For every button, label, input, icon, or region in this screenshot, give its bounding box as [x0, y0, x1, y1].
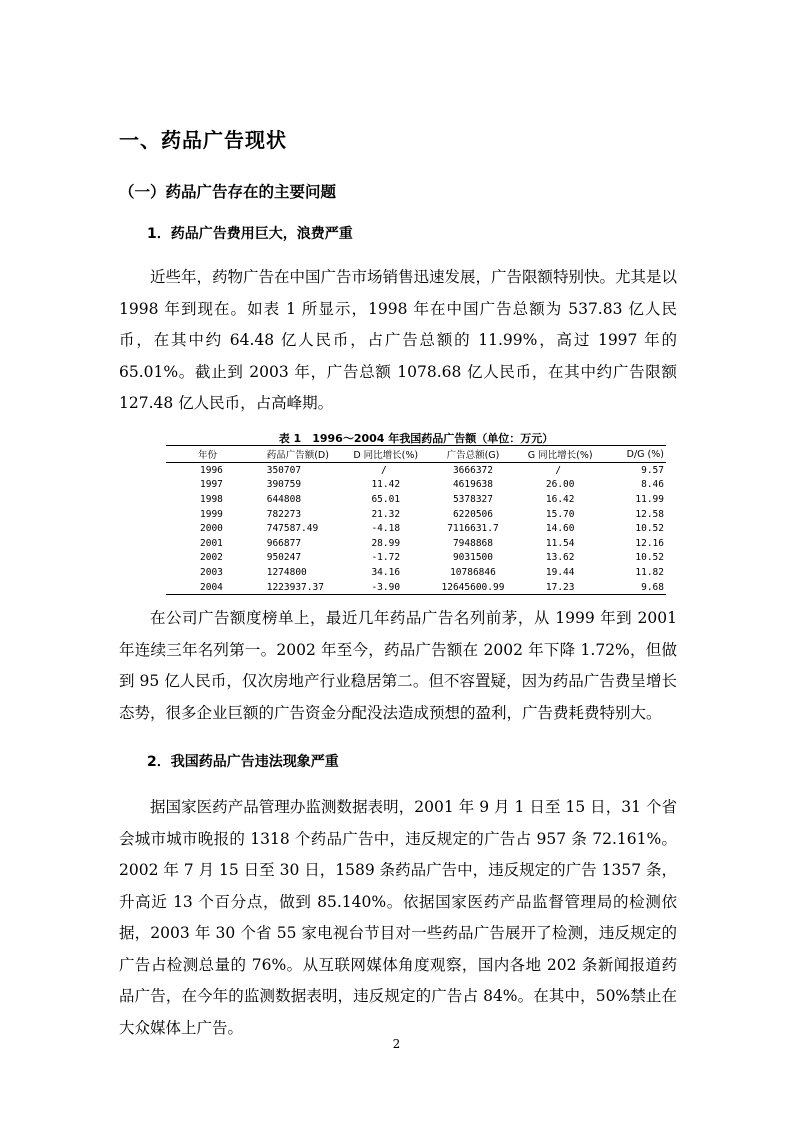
cell-total-ad: 9031500: [452, 552, 493, 564]
header-year: 年份: [166, 446, 251, 463]
cell-drug-ad: 390759: [266, 479, 302, 491]
cell-g-growth: 14.60: [545, 523, 575, 535]
cell-year: 1996: [200, 464, 223, 476]
cell-total-ad: 10786846: [450, 566, 496, 578]
drug-ad-table: [166, 445, 666, 595]
cell-d-growth: -4.18: [371, 523, 401, 535]
cell-drug-ad: 747587.49: [266, 523, 319, 535]
cell-total-ad: 12645600.99: [431, 580, 516, 595]
cell-d-g-ratio: 12.16: [635, 537, 664, 549]
cell-g-growth: 15.70: [545, 508, 575, 520]
heading-illegal-ads: 2．我国药品广告违法现象严重: [147, 754, 339, 770]
cell-d-growth: -1.72: [371, 552, 401, 564]
table-row: [166, 492, 666, 507]
cell-total-ad: 4619638: [452, 479, 493, 491]
table-caption: 表 1 1996～2004 年我国药品广告额（单位：万元）: [278, 432, 554, 445]
cell-year: 2003: [200, 566, 223, 578]
cell-total-ad: 7116631.7: [447, 523, 499, 535]
cell-total-ad: 3666372: [452, 464, 493, 476]
cell-drug-ad: 350707: [266, 464, 302, 476]
paragraph-ad-growth: 近些年，药物广告在中国广告市场销售迅速发展，广告限额特别快。尤其是以 1998 年到现在。如表 1 所显示，1998 年在中国广告总额为 537.83 亿人民币，在其中约 64.48 亿人民币，占广告总额的 11.99%，高过 1997 年的 65.01%。截止到 2003 年，广告总额 1078.68 亿人民币，在其中约广告限额 127.48 亿人民币，占高峰期。: [119, 268, 678, 412]
cell-total-ad: 5378327: [452, 493, 493, 505]
table-row: [166, 521, 666, 536]
cell-year: 2004: [166, 580, 251, 595]
cell-d-growth: 11.42: [371, 479, 401, 491]
header-g-growth: G 同比增长(%): [515, 446, 605, 463]
cell-drug-ad: 966877: [266, 537, 302, 549]
cell-d-g-ratio: 9.68: [605, 580, 666, 595]
cell-g-growth: 11.54: [545, 537, 575, 549]
cell-d-g-ratio: 11.99: [635, 493, 664, 505]
cell-total-ad: 6220506: [452, 508, 493, 520]
header-drug-ad: 药品广告额(D): [251, 446, 341, 463]
cell-d-g-ratio: 11.82: [635, 566, 664, 578]
table-row: [166, 580, 666, 595]
table-row: [166, 507, 666, 522]
cell-drug-ad: 644808: [266, 493, 302, 505]
cell-d-growth: 28.99: [371, 537, 401, 549]
cell-d-growth: -3.90: [341, 580, 431, 595]
cell-g-growth: 13.62: [545, 552, 575, 564]
table-row: [166, 536, 666, 551]
cell-d-g-ratio: 10.52: [635, 523, 664, 535]
paragraph-monitoring-data: 据国家医药产品管理办监测数据表明，2001 年 9 月 1 日至 15 日，31 个省会城市城市晚报的 1318 个药品广告中，违反规定的广告占 957 条 72.161%。2002 年 7 月 15 日至 30 日，1589 条药品广告中，违反规定的广告 1357 条，升高近 13 个百分点，做到 85.140%。依据国家医药产品监督管理局的检测依据，2003 年 30 个省 55 家电视台节目对一些药品广告展开了检测，违反规定的广告占检测总量的 76%。从互联网媒体角度观察，国内各地 202 条新闻报道药品广告，在今年的监测数据表明，违反规定的广告占 84%。在其中，50%禁止在大众媒体上广告。: [119, 798, 677, 1037]
section-title: 一、药品广告现状: [119, 128, 287, 152]
cell-year: 1997: [200, 479, 223, 491]
cell-drug-ad: 1223937.37: [251, 580, 341, 595]
cell-year: 1999: [200, 508, 223, 520]
table-header-row: [166, 446, 666, 463]
cell-d-growth: 34.16: [371, 566, 401, 578]
cell-d-growth: /: [380, 464, 387, 476]
table-row: [166, 565, 666, 580]
table-row: [166, 551, 666, 566]
cell-year: 2002: [200, 552, 223, 564]
cell-drug-ad: 1274800: [266, 566, 307, 578]
cell-d-g-ratio: 9.57: [641, 464, 664, 476]
header-total-ad: 广告总额(G): [431, 446, 516, 463]
cell-year: 2000: [200, 523, 223, 535]
cell-drug-ad: 950247: [266, 552, 302, 564]
cell-g-growth: 26.00: [545, 479, 575, 491]
paragraph-ad-ranking: 在公司广告额度榜单上，最近几年药品广告名列前茅，从 1999 年到 2001 年连续三年名列第一。2002 年至今，药品广告额在 2002 年下降 1.72%，但做到 95 亿人民币，仅次房地产行业稳居第二。但不容置疑，因为药品广告费呈增长态势，很多企业巨额的广告资金分配没法造成预想的盈利，广告费耗费特别大。: [119, 609, 677, 722]
cell-g-growth: 17.23: [515, 580, 605, 595]
heading-ad-cost: 1．药品广告费用巨大，浪费严重: [147, 226, 353, 242]
subsection-title: （一）药品广告存在的主要问题: [119, 183, 337, 201]
cell-d-g-ratio: 8.46: [641, 479, 664, 491]
cell-g-growth: 16.42: [545, 493, 575, 505]
cell-d-growth: 21.32: [371, 508, 401, 520]
header-d-g-ratio: D/G (%): [605, 446, 666, 463]
cell-g-growth: /: [555, 464, 562, 476]
table-row: [166, 478, 666, 493]
cell-d-g-ratio: 12.58: [635, 508, 664, 520]
cell-drug-ad: 782273: [266, 508, 302, 520]
header-d-growth: D 同比增长(%): [341, 446, 431, 463]
cell-d-g-ratio: 10.52: [635, 552, 664, 564]
cell-year: 1998: [200, 493, 223, 505]
cell-total-ad: 7948868: [452, 537, 493, 549]
cell-year: 2001: [200, 537, 223, 549]
cell-d-growth: 65.01: [371, 493, 401, 505]
cell-g-growth: 19.44: [545, 566, 575, 578]
page-number: 2: [392, 1037, 401, 1051]
table-row: [166, 463, 666, 478]
